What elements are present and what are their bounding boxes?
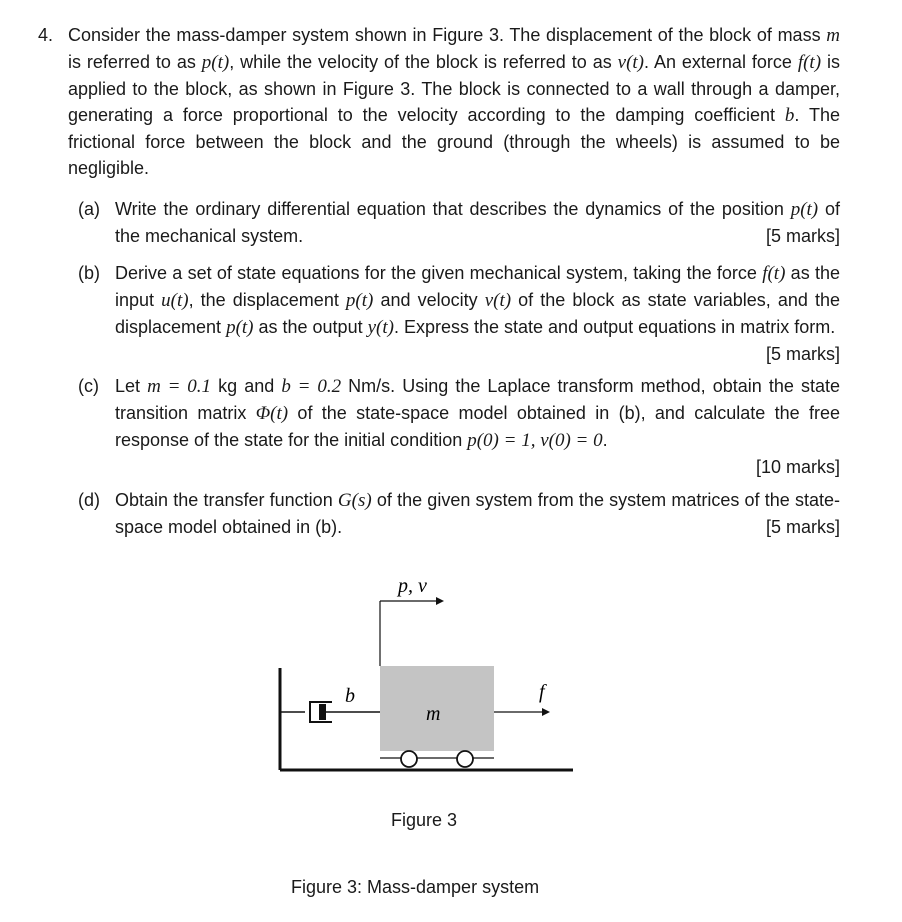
text-run: is applied to the block, as shown in Figure 3. The block is connected to a wall through a damper, generating a force proportional to the velocity according to the damping coefficient: [68, 52, 840, 125]
text-run: as the input: [115, 263, 840, 310]
marks-label: [5 marks]: [765, 226, 840, 246]
marks-line: [115, 454, 840, 480]
damper-piston: [319, 704, 326, 720]
math-expression: u(t): [161, 290, 189, 311]
math-expression: p(t): [345, 290, 374, 311]
marks-label: [5 marks]: [765, 344, 840, 364]
marks-label: [10 marks]: [755, 457, 840, 477]
figure-inner-caption: Figure 3: [391, 810, 458, 830]
text-run: Obtain the transfer function: [115, 490, 338, 510]
force-label: f: [539, 681, 545, 703]
marks-holder: [766, 223, 840, 249]
math-expression: v(t): [484, 290, 512, 311]
wheel-right: [457, 751, 473, 767]
question-number: 4.: [38, 25, 54, 45]
part-b-label: (b): [78, 263, 100, 283]
text-run: Write the ordinary differential equation that describes the dynamics of the position: [115, 199, 791, 219]
force-arrow-head: [542, 708, 550, 716]
pv-label: p, v: [398, 575, 427, 597]
math-expression: p(t): [201, 52, 230, 73]
figure-caption: Figure 3: Mass-damper system: [291, 877, 540, 897]
text-run: is referred to as: [68, 52, 202, 72]
marks-holder: [766, 341, 840, 367]
mass-label: m: [426, 703, 441, 725]
text-run: , while the velocity of the block is referred to as: [229, 52, 618, 72]
text-run: of the block as state variables, and the displacement: [115, 290, 840, 337]
text-run: . Express the state and output equations in matrix form.: [393, 317, 836, 337]
math-expression: p(0) = 1, v(0) = 0: [467, 430, 603, 451]
part-c-label: (c): [78, 376, 99, 396]
part-b: [78, 260, 840, 367]
math-expression: b = 0.2: [281, 376, 342, 397]
math-expression: m: [826, 25, 840, 46]
math-expression: m = 0.1: [147, 376, 212, 397]
text-run: .: [602, 430, 608, 450]
wheel-left: [401, 751, 417, 767]
text-run: . The frictional force between the block and the ground (through the wheels) is assumed to be negligible.: [68, 105, 840, 178]
math-expression: p(t): [226, 317, 254, 338]
math-expression: Φ(t): [255, 403, 289, 424]
mass-damper-diagram: [260, 560, 600, 800]
marks-label: [5 marks]: [765, 517, 840, 537]
part-d-body: [115, 487, 840, 540]
mass-damper-figure: [260, 560, 600, 820]
text-run: Derive a set of state equations for the given mechanical system, taking the force: [115, 263, 763, 283]
text-run: , the displacement: [188, 290, 346, 310]
text-run: of the state-space model obtained in (b), and calculate the free response of the state for the initial condition: [115, 403, 840, 450]
part-d: [78, 487, 840, 540]
math-expression: f(t): [762, 263, 786, 284]
text-run: Nm/s. Using the Laplace transform method, obtain the state transition matrix: [115, 376, 841, 423]
text-run: of the given system from the system matrices of the state-space model obtained in (b).: [115, 490, 840, 537]
math-expression: G(s): [337, 490, 372, 511]
text-run: and velocity: [373, 290, 485, 310]
damper-label: b: [345, 685, 355, 707]
text-run: as the output: [253, 317, 368, 337]
part-a-body: [115, 196, 840, 249]
marks-holder: [766, 514, 840, 540]
part-b-body: [115, 260, 840, 364]
question-intro: [68, 22, 840, 181]
math-expression: f(t): [797, 52, 822, 73]
math-expression: v(t): [617, 52, 645, 73]
math-expression: b: [784, 105, 795, 126]
text-run: Let: [115, 376, 148, 396]
text-run: of the mechanical system.: [115, 199, 840, 246]
part-a-label: (a): [78, 199, 100, 219]
text-run: Consider the mass-damper system shown in Figure 3. The displacement of the block of mass: [68, 25, 827, 45]
part-c: [78, 373, 840, 480]
part-d-label: (d): [78, 490, 100, 510]
text-run: kg and: [211, 376, 282, 396]
part-c-body: [115, 373, 840, 480]
text-run: . An external force: [644, 52, 798, 72]
pv-arrow-head: [436, 597, 444, 605]
math-expression: p(t): [790, 199, 819, 220]
part-a: [78, 196, 840, 249]
math-expression: y(t): [367, 317, 394, 338]
